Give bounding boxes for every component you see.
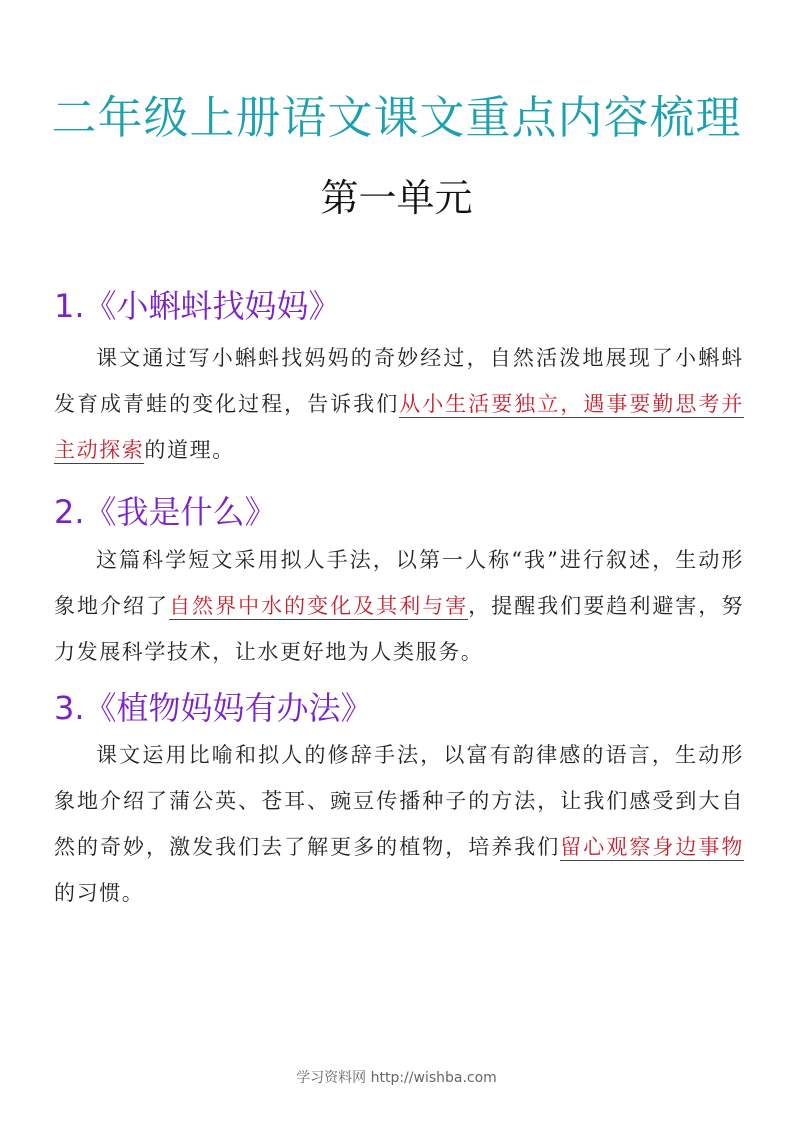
section-3-text-before: 课文运用比喻和拟人的修辞手法，以富有韵律感的语言，生动形象地介绍了蒲公英、苍耳、豌豆传播种子的方法，让我们感受到大自然的奇妙，激发我们去了解更多的植物，培养我们 [54,743,744,859]
section-3-paragraph [54,732,744,916]
section-1-highlight: 从小生活要独立，遇事要勤思考并主动探索 [54,392,745,462]
section-2-paragraph [54,537,744,675]
unit-title: 第一单元 [320,176,473,220]
footer-text: 学习资料网 http://wishba.com [296,1070,497,1086]
section-3-heading: 3.《植物妈妈有办法》 [54,689,373,727]
section-2-highlight: 自然界中水的变化及其利与害 [169,594,469,618]
section-2-text-after: ，提醒我们要趋利避害，努力发展科学技术，让水更好地为人类服务。 [54,594,744,664]
section-3-text-after: 的习惯。 [54,881,145,905]
section-2-text-before: 这篇科学短文采用拟人手法，以第一人称“我”进行叙述，生动形象地介绍了 [54,548,744,618]
section-1-text-after: 的道理。 [144,438,235,462]
section-2-heading: 2.《我是什么》 [54,493,277,531]
section-1-heading: 1.《小蝌蚪找妈妈》 [54,287,341,325]
page-title: 二年级上册语文课文重点内容梳理 [51,91,742,144]
section-3-highlight: 留心观察身边事物 [560,835,744,859]
section-1-paragraph [54,335,744,473]
section-1-text-before: 课文通过写小蝌蚪找妈妈的奇妙经过，自然活泼地展现了小蝌蚪发育成青蛙的变化过程，告诉我们 [54,346,744,416]
